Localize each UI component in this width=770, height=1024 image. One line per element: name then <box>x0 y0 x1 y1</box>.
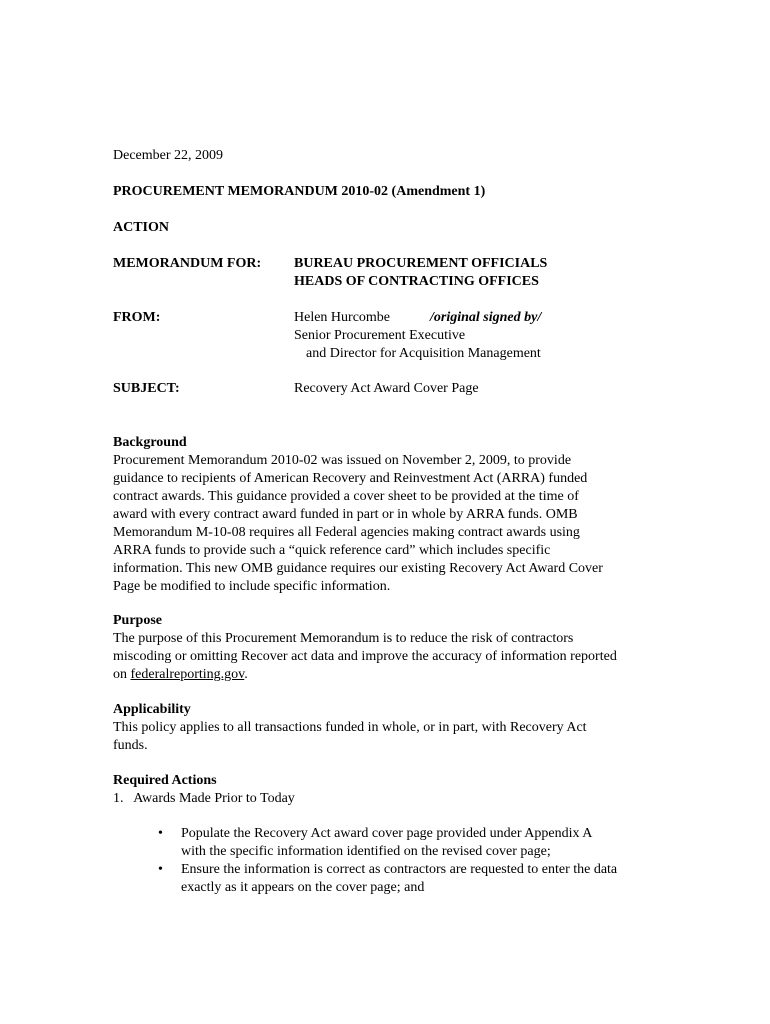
bullet-list <box>113 825 673 897</box>
purpose-text-line: The purpose of this Procurement Memorandum is to reduce the risk of contractors <box>113 631 574 646</box>
purpose-suffix: . <box>244 667 248 682</box>
applicability-text-line: funds. <box>113 738 148 753</box>
background-text-line: contract awards. This guidance provided a cover sheet to be provided at the time of <box>113 489 579 504</box>
background-text-line: Procurement Memorandum 2010-02 was issued on November 2, 2009, to provide <box>113 453 572 468</box>
memo-date: December 22, 2009 <box>113 148 224 163</box>
applicability-section <box>113 701 665 755</box>
background-section <box>113 434 665 596</box>
action-label: ACTION <box>113 220 170 235</box>
bullet-text-line: Ensure the information is correct as contractors are requested to enter the data <box>181 862 618 877</box>
subject-value: Recovery Act Award Cover Page <box>294 381 479 396</box>
list-item <box>113 861 673 897</box>
subject-label: SUBJECT: <box>113 381 180 396</box>
bullet-text-line: Populate the Recovery Act award cover page provided under Appendix A <box>181 826 593 841</box>
purpose-text-line <box>113 666 665 684</box>
background-text-line: Page be modified to include specific information. <box>113 579 391 594</box>
federalreporting-link[interactable]: federalreporting.gov <box>130 667 245 682</box>
memorandum-for-label: MEMORANDUM FOR: <box>113 256 262 271</box>
background-text-line: award with every contract award funded in part or in whole by ARRA funds. OMB <box>113 507 578 522</box>
background-heading: Background <box>113 435 187 450</box>
purpose-text-line: miscoding or omitting Recover act data and improve the accuracy of information reported <box>113 649 617 664</box>
memo-title: PROCUREMENT MEMORANDUM 2010-02 (Amendment 1) <box>113 184 486 199</box>
signature-note: /original signed by/ <box>430 310 542 325</box>
list-item <box>113 825 673 861</box>
purpose-prefix: on <box>113 667 131 682</box>
applicability-text-line: This policy applies to all transactions funded in whole, or in part, with Recovery Act <box>113 720 587 735</box>
required-actions-heading: Required Actions <box>113 773 217 788</box>
background-text-line: ARRA funds to provide such a “quick reference card” which includes specific <box>113 543 551 558</box>
background-text-line: information. This new OMB guidance requires our existing Recovery Act Award Cover <box>113 561 603 576</box>
background-text-line: Memorandum M-10-08 requires all Federal agencies making contract awards using <box>113 525 580 540</box>
from-label: FROM: <box>113 310 161 325</box>
memorandum-for-recipient: BUREAU PROCUREMENT OFFICIALS <box>294 256 548 271</box>
bullet-text-line: exactly as it appears on the cover page; and <box>181 880 425 895</box>
bullet-icon: • <box>158 826 163 841</box>
bullet-text-line: with the specific information identified on the revised cover page; <box>181 844 551 859</box>
from-name: Helen Hurcombe <box>294 310 391 325</box>
from-title-continued: and Director for Acquisition Management <box>306 346 541 361</box>
bullet-icon: • <box>158 862 163 877</box>
purpose-section <box>113 612 665 684</box>
required-action-item: 1. Awards Made Prior to Today <box>113 791 295 806</box>
purpose-heading: Purpose <box>113 613 162 628</box>
memorandum-for-recipient: HEADS OF CONTRACTING OFFICES <box>294 274 539 289</box>
background-text-line: guidance to recipients of American Recovery and Reinvestment Act (ARRA) funded <box>113 471 588 486</box>
from-title: Senior Procurement Executive <box>294 328 466 343</box>
applicability-heading: Applicability <box>113 702 191 717</box>
required-actions-section <box>113 772 665 808</box>
